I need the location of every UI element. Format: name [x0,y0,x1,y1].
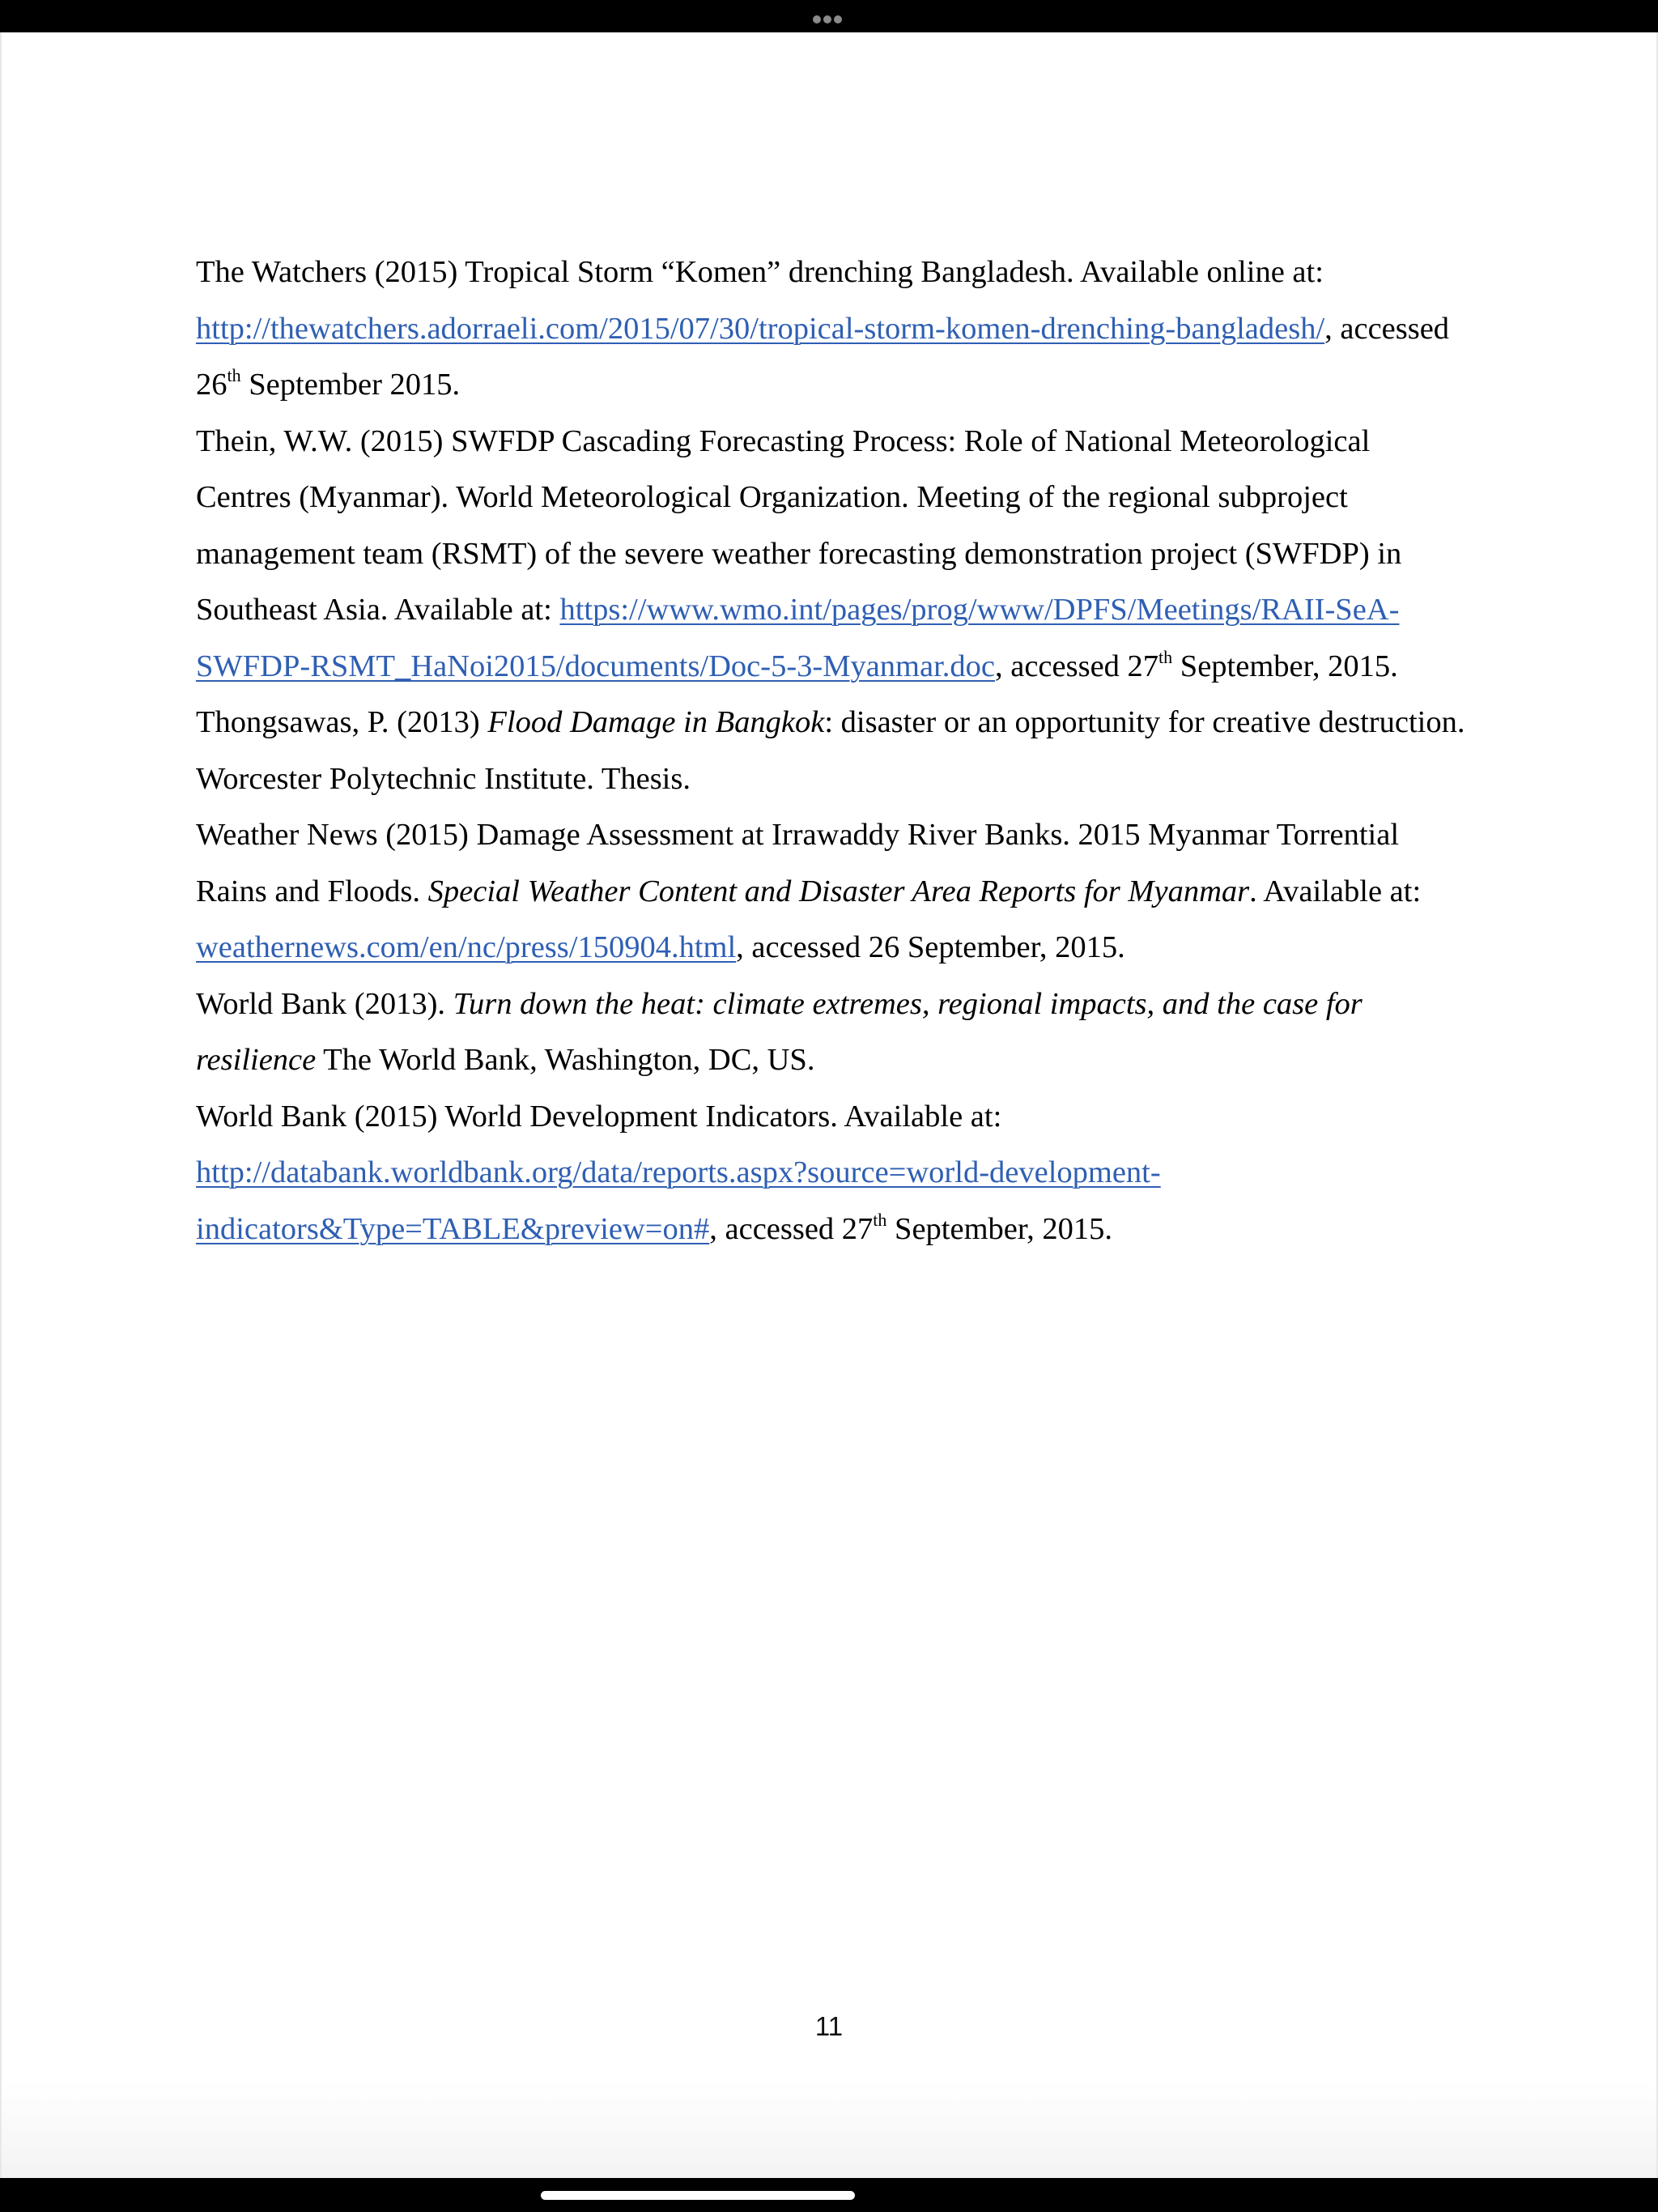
reference-entry [196,245,1467,414]
reference-title: Turn down the heat: climate extremes, regional impacts, and the case for resilience [196,986,1363,1077]
multitasking-dots-icon[interactable] [813,15,842,23]
dot [823,15,831,23]
status-bar [0,0,1658,32]
reference-text: . Available at: [1249,874,1422,908]
reference-entry [196,807,1467,976]
ordinal-suffix: th [873,1209,887,1230]
reference-text: September, 2015. [886,1211,1113,1246]
reference-text: World Bank (2013). [196,986,453,1021]
page-number: 11 [814,2011,844,2041]
reference-title: Special Weather Content and Disaster Area Reports for Myanmar [427,874,1250,908]
reference-entry [196,976,1467,1089]
reference-text: Thein, W.W. (2015) SWFDP Cascading Forecasting Process: Role of National Meteorological Centres (Myanmar). World Meteorological Organization. Meeting of the regional subproject management team (RSMT) of the severe weather forecasting demonstration project (SWFDP) in Southeast Asia. Available at: [196,423,1402,627]
ordinal-suffix: th [227,365,241,385]
reference-entry [196,1089,1467,1258]
reference-text: , accessed 26 September, 2015. [736,930,1125,964]
reference-text: September 2015. [240,368,461,402]
reference-title: Flood Damage in Bangkok [487,705,825,739]
reference-link[interactable]: https://www.wmo.int/pages/prog/www/DPFS/Meetings/RAII-SeA-SWFDP-RSMT_HaNoi2015/documents/Doc-5-3-Myanmar.doc [196,593,1400,683]
reference-entry [196,414,1467,696]
reference-text: , accessed 27 [995,649,1159,683]
dot [834,15,842,23]
dot [813,15,821,23]
reference-text: Thongsawas, P. (2013) [196,705,488,739]
reference-text: The Watchers (2015) Tropical Storm “Komen” drenching Bangladesh. Available online at: [196,255,1324,289]
reference-text: , accessed 26 [196,311,1450,402]
reference-link[interactable]: weathernews.com/en/nc/press/150904.html [196,930,737,964]
ordinal-suffix: th [1158,646,1173,667]
reference-text: , accessed 27 [709,1211,874,1246]
reference-entry [196,695,1467,807]
document-page [0,32,1658,2178]
reference-link[interactable]: http://thewatchers.adorraeli.com/2015/07/30/tropical-storm-komen-drenching-bangladesh/ [196,311,1325,346]
page-shadow [2,2081,1656,2178]
reference-link[interactable]: http://databank.worldbank.org/data/reports.aspx?source=world-development-indicators&Type=TABLE&preview=on# [196,1155,1161,1246]
reference-text: The World Bank, Washington, DC, US. [316,1043,815,1077]
reference-text: Weather News (2015) Damage Assessment at Irrawaddy River Banks. 2015 Myanmar Torrential Rains and Floods. [196,818,1400,908]
home-indicator[interactable] [541,2191,855,2200]
reference-text: September, 2015. [1172,649,1398,683]
references-list [196,245,1467,1257]
reference-text: World Bank (2015) World Development Indicators. Available at: [196,1099,1002,1134]
reference-text: : disaster or an opportunity for creative destruction. Worcester Polytechnic Institute. Thesis. [196,705,1465,796]
